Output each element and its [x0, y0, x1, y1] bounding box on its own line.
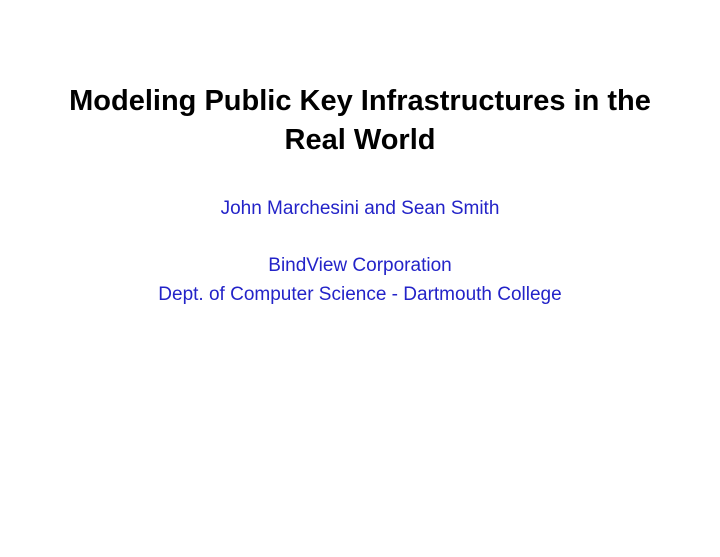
author-names: John Marchesini and Sean Smith	[220, 198, 500, 219]
affiliation-2: Dept. of Computer Science - Dartmouth College	[158, 284, 562, 305]
slide-title-line-2: Real World	[284, 124, 436, 156]
affiliation-1: BindView Corporation	[268, 255, 452, 276]
slide-title	[0, 82, 720, 160]
slide-title-line-1: Modeling Public Key Infrastructures in the	[69, 85, 651, 117]
